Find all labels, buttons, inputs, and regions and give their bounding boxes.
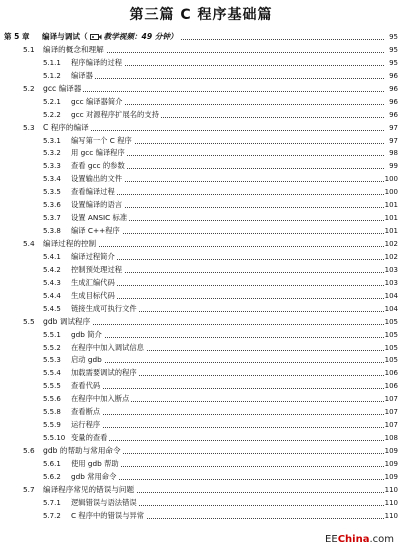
toc-dot-leader: [71, 297, 384, 299]
toc-entry-title-text: 设置编译的语言: [71, 200, 123, 210]
toc-page-number: 101: [384, 225, 398, 238]
toc-subsection-row[interactable]: [0, 290, 402, 303]
toc-page-number: 97: [388, 135, 398, 148]
toc-entry-title: [71, 380, 102, 393]
toc-entry-title-text: gdb 常用命令: [71, 471, 117, 481]
toc-entry-title: [71, 186, 117, 199]
toc-entry-title-text: 生成目标代码: [71, 290, 115, 300]
toc-entry-title: [71, 303, 139, 316]
toc-entry-title: [43, 238, 98, 251]
toc-entry-title: [43, 44, 106, 57]
toc-subsection-row[interactable]: [0, 419, 402, 432]
toc-page-number: 110: [384, 484, 398, 497]
toc-page-number: 95: [388, 57, 398, 70]
toc-entry-title-text: 逻辑错误与语法错误: [71, 497, 137, 507]
toc-dot-leader: [71, 413, 384, 415]
toc-entry-title: [71, 225, 122, 238]
toc-entry-title-text: 链接生成可执行文件: [71, 303, 137, 313]
toc-entry-title: [71, 96, 124, 109]
toc-page-number: 107: [384, 419, 398, 432]
toc-entry-number: 5.4.1: [43, 252, 61, 261]
toc-dot-leader: [71, 426, 384, 428]
video-camera-icon: [90, 33, 102, 41]
toc-page-number: 99: [388, 160, 398, 173]
toc-entry-title: [71, 173, 124, 186]
toc-entry-title-text: 查看代码: [71, 381, 101, 391]
toc-entry-number: 5.4.5: [43, 304, 61, 313]
toc-entry-title-text: 设置输出的文件: [71, 174, 123, 184]
toc-entry-number: 5.3.1: [43, 136, 61, 145]
toc-entry-title: [71, 57, 124, 70]
toc-chapter-row[interactable]: [0, 31, 402, 44]
toc-subsection-row[interactable]: [0, 367, 402, 380]
toc-entry-title-text: 查看编译过程: [71, 187, 115, 197]
toc-subsection-row[interactable]: [0, 186, 402, 199]
toc-page-number: 109: [384, 445, 398, 458]
toc-entry-title: [71, 199, 124, 212]
toc-page-number: 109: [384, 458, 398, 471]
toc-entry-number: 5.6.1: [43, 459, 61, 468]
toc-entry-number: 5.2.1: [43, 97, 61, 106]
toc-entry-title-text: 用 gcc 编译程序: [71, 148, 125, 158]
toc-entry-title: [71, 109, 161, 122]
toc-entry-number: 5.1.2: [43, 71, 61, 80]
toc-entry-title: [71, 342, 146, 355]
toc-entry-title-text: 编译程序常见的错误与问题: [43, 484, 135, 494]
toc-entry-number: 5.3: [23, 122, 35, 132]
toc-entry-title-text: 启动 gdb: [71, 355, 102, 365]
toc-subsection-row[interactable]: [0, 471, 402, 484]
watermark: [323, 534, 396, 545]
toc-entry-title: [71, 212, 129, 225]
toc-entry-number: 5.5.6: [43, 395, 61, 404]
toc-entry-title-text: C 程序中的错误与异常: [71, 510, 145, 520]
toc-entry-number: 5.2: [23, 83, 35, 93]
toc-entry-number: 5.6.2: [43, 472, 61, 481]
toc-entry-title: [71, 329, 104, 342]
table-of-contents: [0, 31, 402, 523]
toc-entry-number: 5.1: [23, 44, 35, 54]
toc-entry-title: [71, 251, 117, 264]
toc-entry-title: [71, 135, 134, 148]
toc-page-number: 105: [384, 329, 398, 342]
toc-entry-title-text: 在程序中加入调试信息: [71, 342, 144, 352]
toc-entry-title: [71, 264, 124, 277]
toc-entry-title: [43, 122, 91, 135]
toc-dot-leader: [71, 336, 384, 338]
toc-entry-number: 5.5.1: [43, 330, 61, 339]
toc-entry-number: 5.5: [23, 316, 35, 326]
toc-entry-title-text: gcc 对源程序扩展名的支持: [71, 109, 159, 119]
toc-subsection-row[interactable]: [0, 393, 402, 406]
toc-subsection-row[interactable]: [0, 160, 402, 173]
toc-entry-number: 5.4.3: [43, 278, 61, 287]
toc-entry-title-text: 设置 ANSIC 标准: [71, 213, 128, 223]
toc-entry-title: [71, 406, 102, 419]
toc-subsection-row[interactable]: [0, 380, 402, 393]
toc-entry-title-text: 在程序中加入断点: [71, 394, 130, 404]
toc-entry-title-text: C 程序的编译: [43, 122, 89, 132]
toc-dot-leader: [71, 361, 384, 363]
toc-entry-title-text: 生成汇编代码: [71, 277, 115, 287]
toc-entry-number: 5.5.10: [43, 434, 66, 443]
toc-page-number: 96: [388, 96, 398, 109]
toc-entry-number: 5.2.2: [43, 110, 61, 119]
toc-page-number: 105: [384, 342, 398, 355]
toc-dot-leader: [43, 90, 384, 92]
toc-page-number: 110: [384, 497, 398, 510]
toc-section-row[interactable]: [0, 238, 402, 251]
toc-entry-number: 5.5.4: [43, 369, 61, 378]
toc-page-number: 110: [384, 510, 398, 523]
video-duration-note: 教学视频：49 分钟）: [103, 32, 178, 41]
toc-subsection-row[interactable]: [0, 303, 402, 316]
toc-entry-title-text: 编写第一个 C 程序: [71, 135, 132, 145]
toc-page-number: 100: [384, 186, 398, 199]
toc-entry-number: 第 5 章: [4, 32, 30, 41]
toc-entry-number: 5.3.2: [43, 149, 61, 158]
toc-page-number: 107: [384, 393, 398, 406]
toc-entry-title: [43, 316, 92, 329]
watermark-prefix: EE: [325, 534, 338, 545]
toc-dot-leader: [43, 129, 384, 131]
toc-page-number: 96: [388, 70, 398, 83]
toc-entry-title: [71, 497, 139, 510]
toc-entry-title: [71, 367, 139, 380]
toc-entry-number: 5.3.5: [43, 188, 61, 197]
toc-entry-title: [43, 445, 123, 458]
toc-entry-title: [71, 432, 109, 445]
toc-page-number: 105: [384, 316, 398, 329]
toc-subsection-row[interactable]: [0, 432, 402, 445]
toc-entry-title: [43, 484, 136, 497]
toc-entry-title: [71, 277, 117, 290]
toc-page-number: 106: [384, 380, 398, 393]
toc-entry-title-text: gdb 调试程序: [43, 316, 91, 326]
toc-entry-number: 5.3.8: [43, 227, 61, 236]
toc-entry-title: [71, 510, 146, 523]
toc-entry-title-text: 编译过程简介: [71, 251, 115, 261]
toc-subsection-row[interactable]: [0, 510, 402, 523]
toc-page-number: 95: [388, 44, 398, 57]
toc-subsection-row[interactable]: [0, 212, 402, 225]
toc-page-number: 98: [388, 147, 398, 160]
toc-dot-leader: [71, 284, 384, 286]
toc-subsection-row[interactable]: [0, 251, 402, 264]
toc-entry-title-text: 程序编译的过程: [71, 57, 123, 67]
toc-page-number: 101: [384, 199, 398, 212]
toc-page-number: 102: [384, 238, 398, 251]
toc-subsection-row[interactable]: [0, 406, 402, 419]
toc-entry-title-text: gcc 编译器: [43, 83, 82, 93]
toc-entry-title: [71, 290, 117, 303]
toc-entry-number: 5.3.3: [43, 162, 61, 171]
toc-entry-number: 5.1.1: [43, 58, 61, 67]
toc-entry-title-text: 编译过程的控制: [43, 239, 97, 248]
toc-entry-title-text: 查看 gcc 的参数: [71, 161, 125, 171]
toc-page-number: 105: [384, 354, 398, 367]
toc-entry-title: [71, 354, 104, 367]
toc-entry-number: 5.7: [23, 484, 35, 494]
toc-page-number: 103: [384, 264, 398, 277]
toc-section-row[interactable]: [0, 484, 402, 497]
toc-subsection-row[interactable]: [0, 199, 402, 212]
toc-subsection-row[interactable]: [0, 135, 402, 148]
toc-page-number: 107: [384, 406, 398, 419]
toc-entry-title-text: 查看断点: [71, 407, 101, 417]
toc-subsection-row[interactable]: [0, 57, 402, 70]
toc-entry-title-text: 使用 gdb 帮助: [71, 458, 119, 468]
toc-entry-number: 5.5.2: [43, 343, 61, 352]
toc-page-number: 109: [384, 471, 398, 484]
toc-entry-title: [42, 31, 180, 44]
toc-entry-title: [71, 70, 95, 83]
toc-page-number: 96: [388, 109, 398, 122]
toc-entry-number: 5.3.4: [43, 175, 61, 184]
toc-page-number: 102: [384, 251, 398, 264]
toc-page-number: 100: [384, 173, 398, 186]
toc-entry-number: 5.5.9: [43, 421, 61, 430]
toc-page-number: 104: [384, 303, 398, 316]
toc-page-number: 108: [384, 432, 398, 445]
toc-dot-leader: [71, 387, 384, 389]
toc-entry-title-text: 编译与调试（: [42, 32, 88, 41]
toc-entry-number: 5.6: [23, 446, 35, 455]
toc-page-number: 103: [384, 277, 398, 290]
toc-page-number: 101: [384, 212, 398, 225]
toc-entry-title: [71, 147, 127, 160]
toc-entry-title-text: 加载需要调试的程序: [71, 368, 137, 378]
toc-subsection-row[interactable]: [0, 147, 402, 160]
toc-entry-number: 5.4.4: [43, 291, 61, 300]
toc-subsection-row[interactable]: [0, 342, 402, 355]
toc-subsection-row[interactable]: [0, 329, 402, 342]
toc-entry-title: [71, 458, 121, 471]
toc-entry-title: [71, 160, 127, 173]
toc-entry-number: 5.5.3: [43, 356, 61, 365]
toc-entry-title-text: 编译的概念和理解: [43, 44, 104, 54]
toc-entry-title-text: gdb 的帮助与常用命令: [43, 446, 121, 455]
toc-entry-title-text: 变量的查看: [71, 433, 108, 443]
toc-dot-leader: [71, 77, 384, 79]
toc-entry-title: [71, 419, 102, 432]
toc-subsection-row[interactable]: [0, 277, 402, 290]
toc-entry-title-text: 编译 C++程序: [71, 226, 120, 236]
toc-section-row[interactable]: [0, 44, 402, 57]
toc-page-number: 96: [388, 83, 398, 96]
toc-page-number: 104: [384, 290, 398, 303]
toc-entry-title: [43, 83, 83, 96]
toc-entry-number: 5.5.5: [43, 382, 61, 391]
toc-entry-title-text: 控制预处理过程: [71, 264, 123, 274]
toc-entry-number: 5.5.8: [43, 408, 61, 417]
toc-page-number: 106: [384, 367, 398, 380]
toc-section-row[interactable]: [0, 122, 402, 135]
toc-entry-title-text: 编译器: [71, 70, 93, 80]
toc-entry-number: 5.4: [23, 239, 35, 248]
toc-section-row[interactable]: [0, 83, 402, 96]
toc-entry-number: 5.7.1: [43, 498, 61, 507]
toc-subsection-row[interactable]: [0, 264, 402, 277]
toc-entry-number: 5.4.2: [43, 265, 61, 274]
toc-entry-number: 5.3.6: [43, 201, 61, 210]
toc-entry-title-text: gcc 编译器简介: [71, 96, 123, 106]
toc-section-row[interactable]: [0, 445, 402, 458]
watermark-china: China: [337, 534, 370, 545]
toc-subsection-row[interactable]: [0, 225, 402, 238]
toc-entry-title-text: gdb 简介: [71, 329, 102, 339]
toc-subsection-row[interactable]: [0, 109, 402, 122]
toc-subsection-row[interactable]: [0, 96, 402, 109]
part-title: 第三篇 C 程序基础篇: [129, 7, 273, 23]
toc-entry-title: [71, 393, 131, 406]
toc-dot-leader: [71, 258, 384, 260]
toc-subsection-row[interactable]: [0, 70, 402, 83]
watermark-suffix: .com: [369, 534, 394, 545]
toc-entry-title-text: 运行程序: [71, 420, 101, 430]
toc-subsection-row[interactable]: [0, 354, 402, 367]
toc-entry-title: [71, 471, 118, 484]
toc-subsection-row[interactable]: [0, 458, 402, 471]
toc-dot-leader: [71, 193, 384, 195]
toc-section-row[interactable]: [0, 316, 402, 329]
toc-page-number: 97: [388, 122, 398, 135]
toc-page-number: 95: [388, 31, 398, 44]
toc-subsection-row[interactable]: [0, 173, 402, 186]
toc-subsection-row[interactable]: [0, 497, 402, 510]
toc-entry-number: 5.3.7: [43, 214, 61, 223]
toc-entry-number: 5.7.2: [43, 511, 61, 520]
toc-dot-leader: [43, 323, 384, 325]
toc-dot-leader: [71, 439, 384, 441]
